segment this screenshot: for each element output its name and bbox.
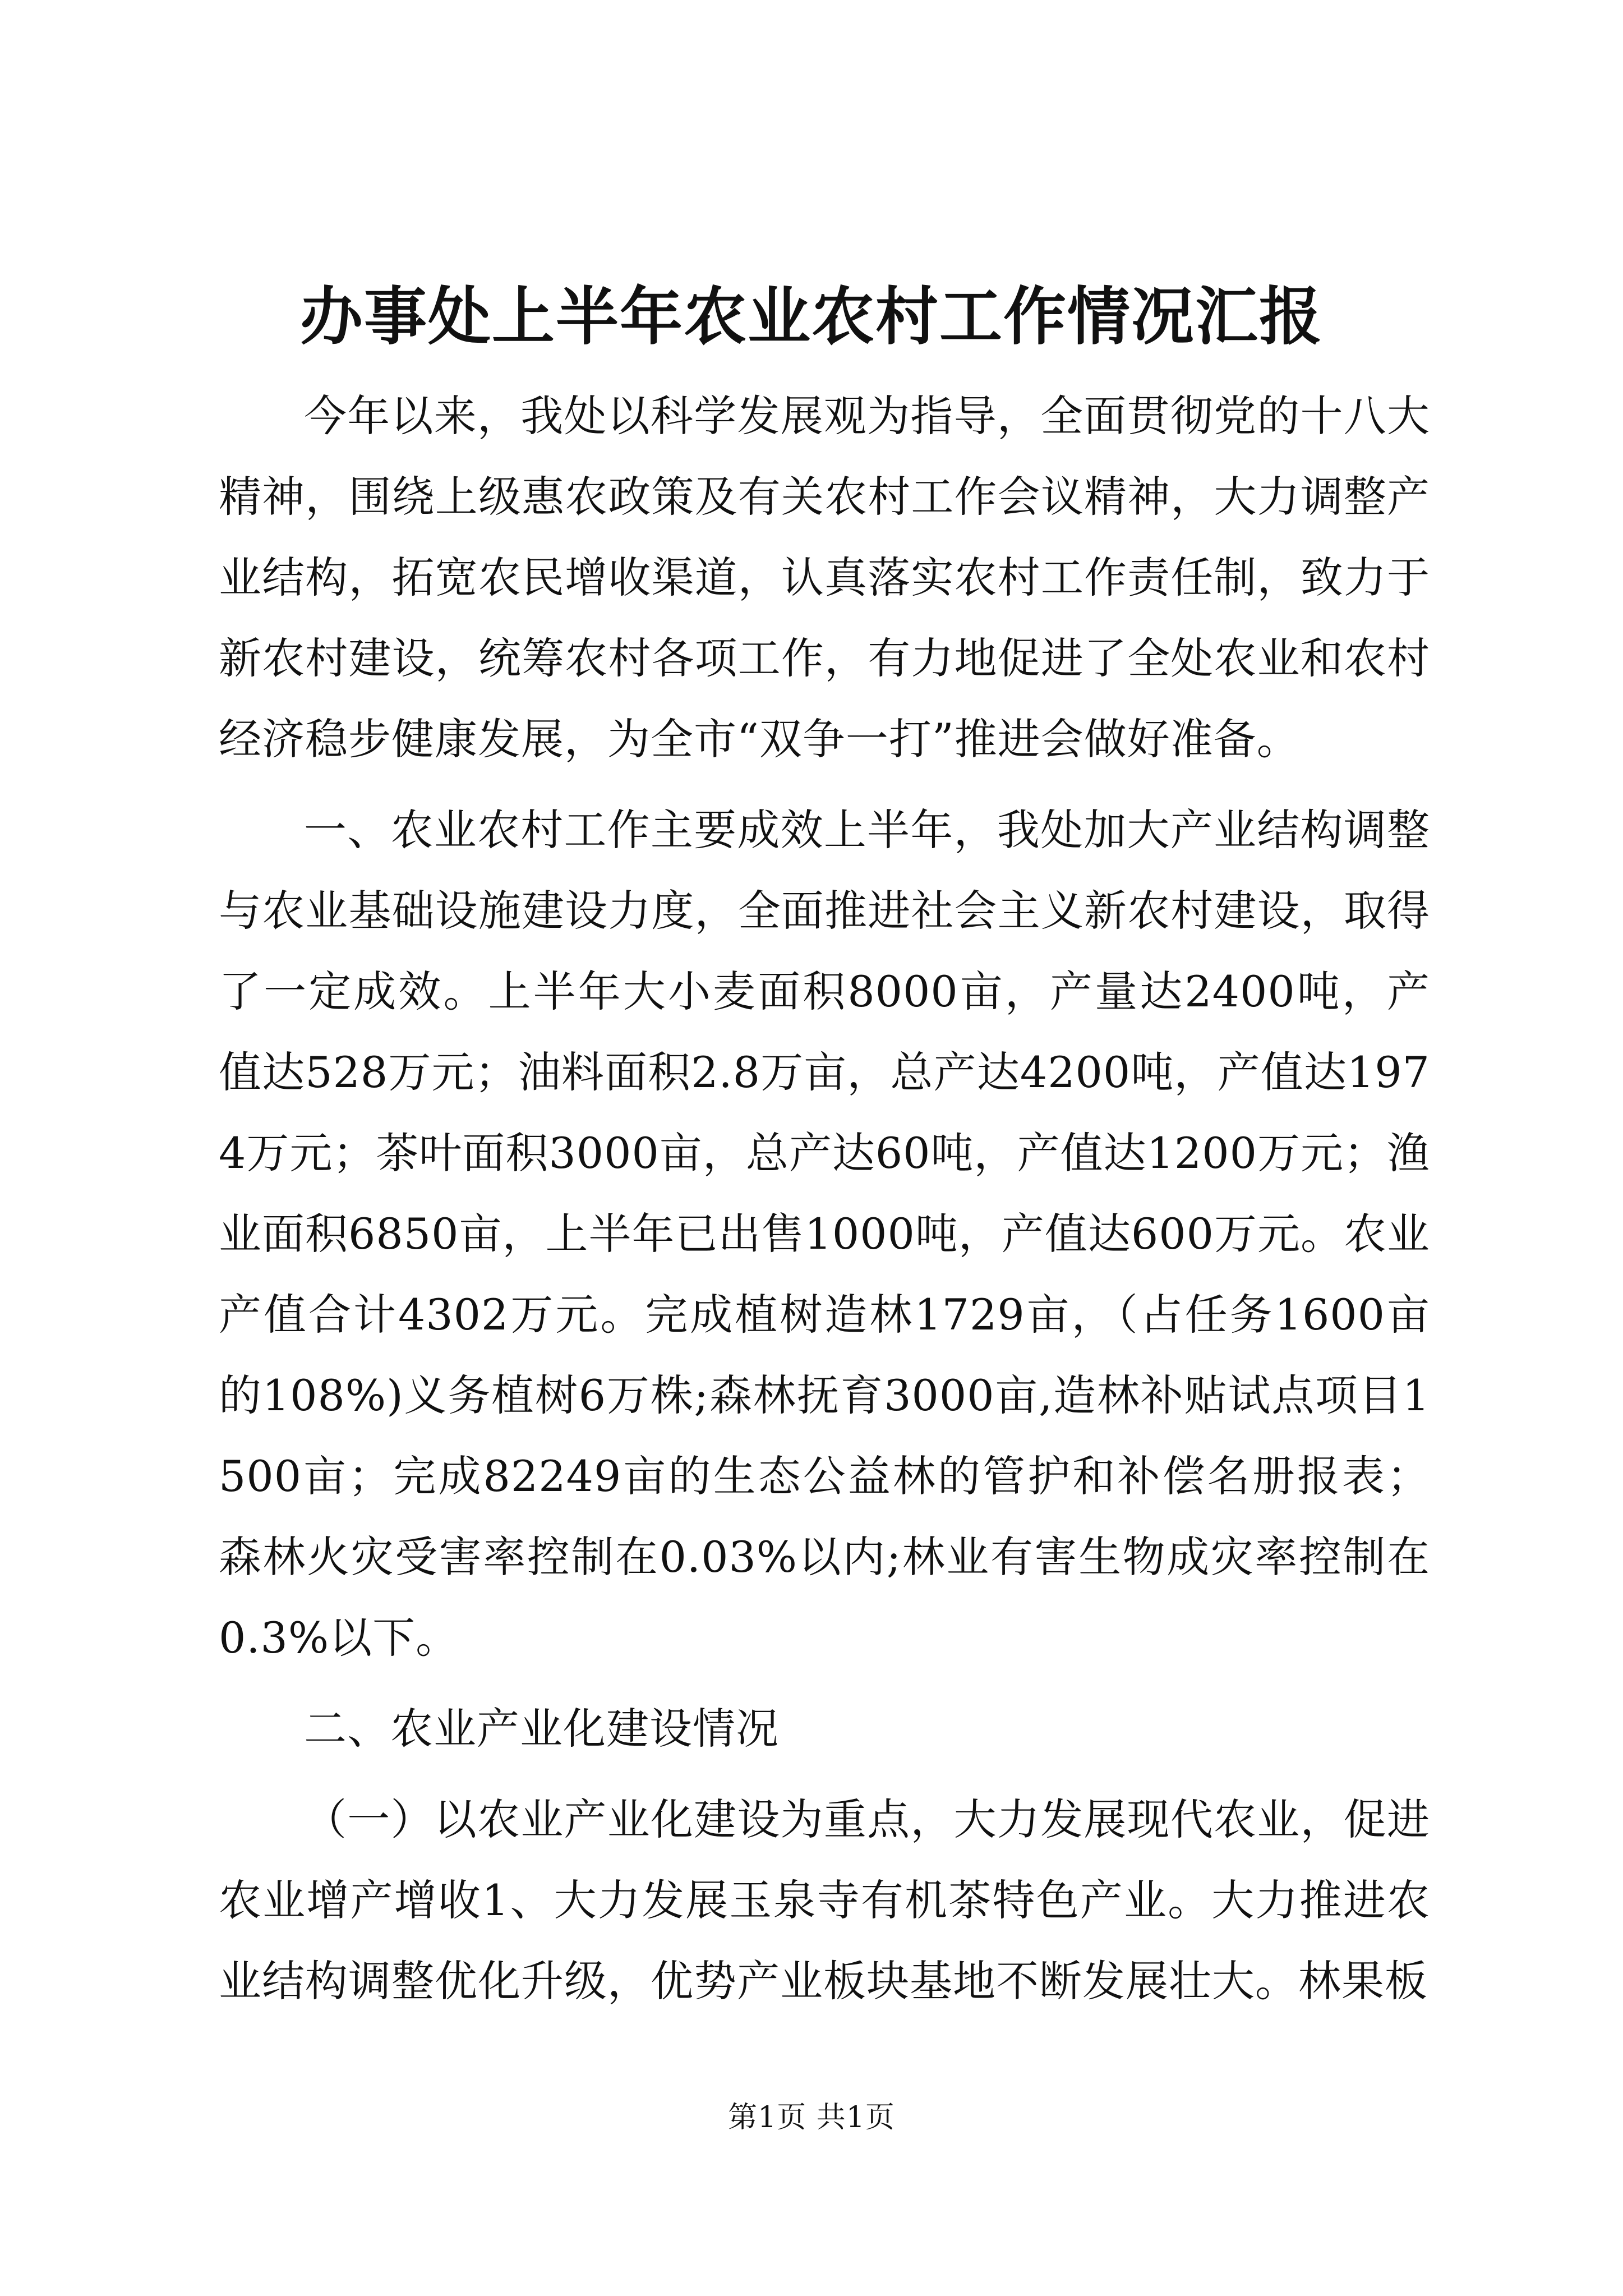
paragraph-industrialization: （一）以农业产业化建设为重点，大力发展现代农业，促进农业增产增收1、大力发展玉泉寺有机茶特色产业。大力推进农业结构调整优化升级，优势产业板块基地不断发展壮大。林果板 [219,1795,1430,2006]
document-body [219,376,1430,2022]
paragraph-achievements: 一、农业农村工作主要成效上半年，我处加大产业结构调整与农业基础设施建设力度，全面推进社会主义新农村建设，取得了一定成效。上半年大小麦面积8000亩，产量达2400吨，产值达528万元；油料面积2.8万亩，总产达4200吨，产值达1974万元；茶叶面积3000亩，总产达60吨，产值达1200万元；渔业面积6850亩，上半年已出售1000吨，产值达600万元。农业产值合计4302万元。完成植树造林1729亩，（占任务1600亩的108%)义务植树6万株;森林抚育3000亩,造林补贴试点项目1500亩；完成82249亩的生态公益林的管护和补偿名册报表；森林火灾受害率控制在0.03%以内;林业有害生物成灾率控制在0.3%以下。 [219,805,1430,1663]
page-footer: 第1页 共1页 [728,2101,895,2134]
document-title: 办事处上半年农业农村工作情况汇报 [300,280,1323,353]
paragraph-intro: 今年以来，我处以科学发展观为指导，全面贯彻党的十八大精神，围绕上级惠农政策及有关农村工作会议精神，大力调整产业结构，拓宽农民增收渠道，认真落实农村工作责任制，致力于新农村建设，统筹农村各项工作，有力地促进了全处农业和农村经济稳步健康发展，为全市“双争一打”推进会做好准备。 [219,391,1430,764]
section-heading-industrialization: 二、农业产业化建设情况 [304,1704,779,1754]
